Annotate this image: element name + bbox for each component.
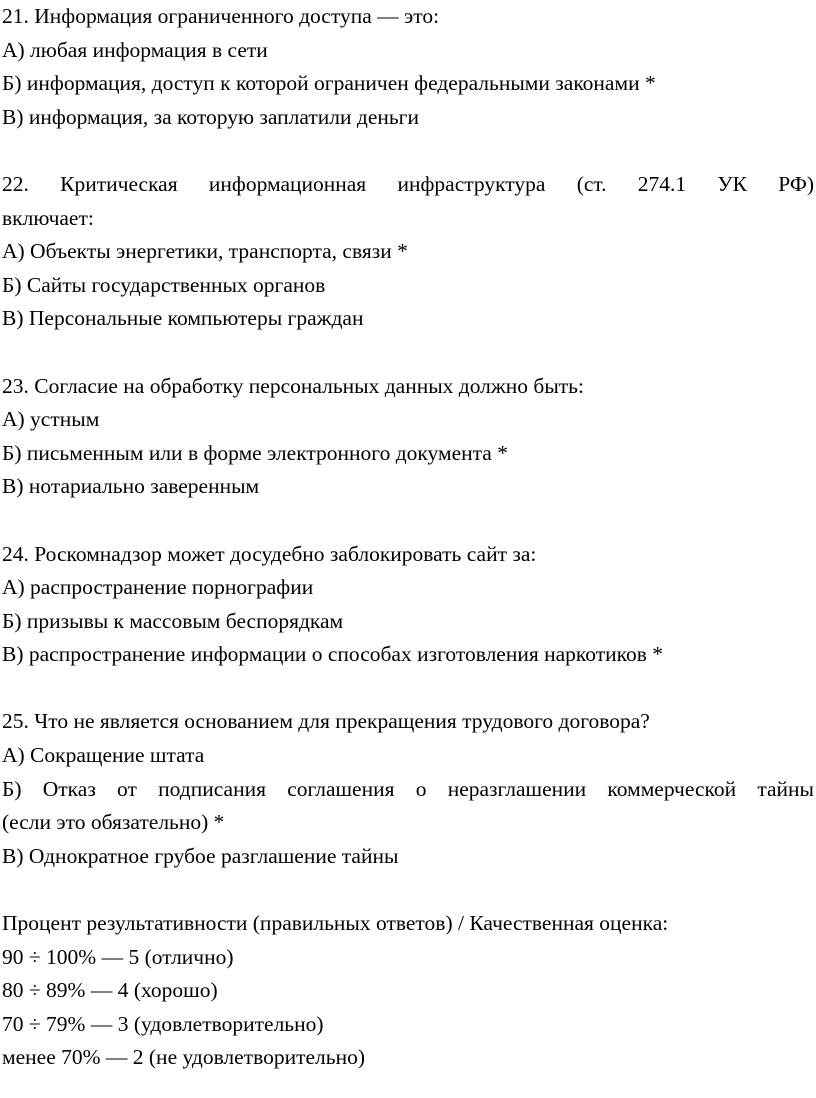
answer-option-b: Б) информация, доступ к которой ограничен федеральными законами * [2,71,656,96]
question-23 [2,370,814,504]
question-21 [2,0,814,134]
blank-line [2,672,814,706]
answer-option-c: В) Однократное грубое разглашение тайны [2,843,399,868]
blank-line [2,134,814,168]
grading-row-good: 80 ÷ 89% — 4 (хорошо) [2,978,218,1003]
grading-row-satisfactory: 70 ÷ 79% — 3 (удовлетворительно) [2,1011,324,1036]
blank-line [2,336,814,370]
question-24 [2,538,814,672]
answer-option-c: В) информация, за которую заплатили деньги [2,104,419,129]
question-25 [2,705,814,873]
grading-row-unsatisfactory: менее 70% — 2 (не удовлетворительно) [2,1045,366,1070]
question-text-continued: включает: [2,205,94,230]
answer-option-c: В) нотариально заверенным [2,474,260,499]
question-text: 23. Согласие на обработку персональных данных должно быть: [2,373,584,398]
answer-option-b: Б) Отказ от подписания соглашения о неразглашении коммерческой тайны [2,776,814,801]
answer-option-a: А) Сокращение штата [2,743,205,768]
grading-scale [2,907,814,1075]
answer-option-c: В) распространение информации о способах изготовления наркотиков * [2,642,664,667]
answer-option-a: А) распространение порнографии [2,575,314,600]
answer-option-a: А) устным [2,407,100,432]
grading-row-excellent: 90 ÷ 100% — 5 (отлично) [2,944,234,969]
answer-option-a: А) Объекты энергетики, транспорта, связи * [2,239,408,264]
question-text: 21. Информация ограниченного доступа — это: [2,4,440,28]
answer-option-b: Б) Сайты государственных органов [2,272,326,297]
question-text: 24. Роскомнадзор может досудебно заблокировать сайт за: [2,541,537,566]
question-text: 22. Критическая информационная инфраструктура (ст. 274.1 УК РФ) [2,171,814,196]
answer-option-b: Б) письменным или в форме электронного документа * [2,440,508,465]
answer-option-a: А) любая информация в сети [2,37,268,62]
question-22 [2,168,814,336]
question-text: 25. Что не является основанием для прекращения трудового договора? [2,709,650,734]
answer-option-b-continued: (если это обязательно) * [2,810,225,835]
answer-option-c: В) Персональные компьютеры граждан [2,306,364,331]
blank-line [2,504,814,538]
grading-title: Процент результативности (правильных ответов) / Качественная оценка: [2,911,669,936]
blank-line [2,873,814,907]
answer-option-b: Б) призывы к массовым беспорядкам [2,608,344,633]
